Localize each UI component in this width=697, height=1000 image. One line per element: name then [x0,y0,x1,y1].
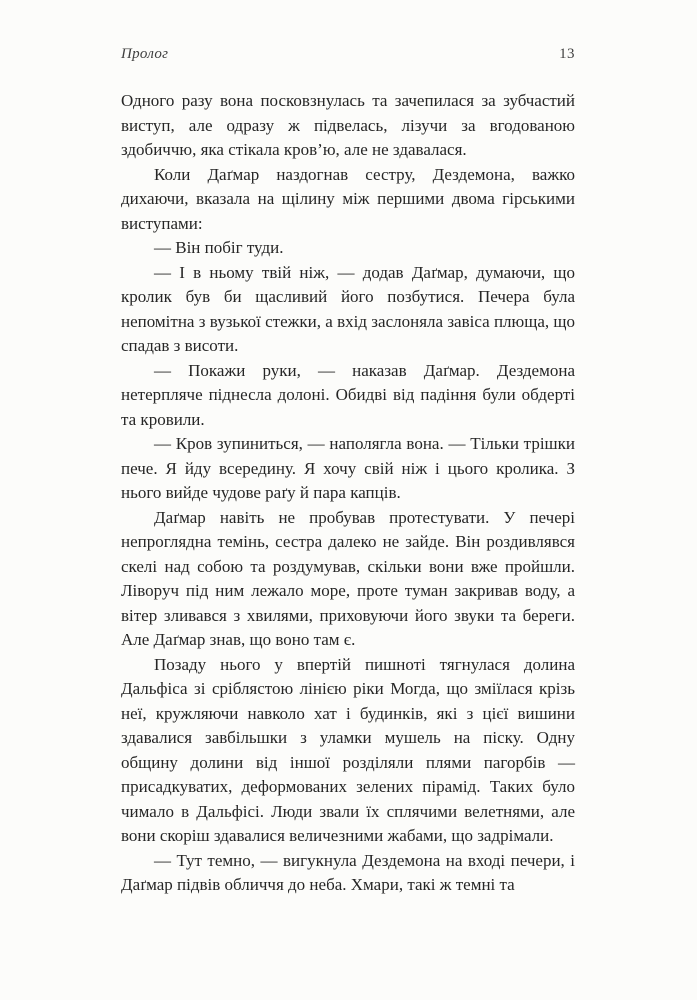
paragraph: Одного разу вона посковзнулась та зачепилася за зубчастий виступ, але одразу ж підвелась, лізучи за вгодованою здобиччю, яка стікала кров’ю, але не здавалася. [121,91,575,159]
paragraph: — Кров зупиниться, — наполягла вона. — Тільки трішки пече. Я йду всередину. Я хочу свій ніж і цього кролика. З нього вийде чудове раґу й пара капців. [121,434,575,502]
paragraph: Коли Даґмар наздогнав сестру, Дездемона, важко дихаючи, вказала на щілину між першими двома гірськими виступами: [121,164,575,233]
paragraph: — Він побіг туди. [154,238,284,257]
paragraph: — Тут темно, — вигукнула Дездемона на вході печери, і Даґмар підвів обличчя до неба. Хмари, такі ж темні та [121,850,575,894]
paragraph: — І в ньому твій ніж, — додав Даґмар, думаючи, що кролик був би щасливий його позбутися. Печера була непомітна з вузької стежки, а вхід заслоняла завіса плюща, що спадав з висоти. [121,262,575,355]
page-number: 13 [559,46,575,62]
paragraph: Позаду нього у впертій пишноті тягнулася долина Дальфіса зі сріблястою лінією ріки Могда, що зміїлася крізь неї, кружляючи навколо хат і будинків, які з цієї вишини здавалися завбільшки з уламки мушель на піску. Одну общину долини від іншої розділяли плями пагорбів — присадкуватих, деформованих зелених пірамід. Таких було чимало в Дальфісі. Люди звали їх сплячими велетнями, але вони скоріш здавалися величезними жабами, що задрімали. [121,654,575,845]
paragraph: Даґмар навіть не пробував протестувати. У печері непроглядна темінь, сестра далеко не зайде. Він роздивлявся скелі над собою та роздумував, скільки вони вже пройшли. Ліворуч під ним лежало море, проте туман закривав воду, а вітер зливався з хвилями, приховуючи його звуки та береги. Але Даґмар знав, що воно там є. [121,507,575,649]
running-title: Пролог [121,46,169,62]
page-header [121,46,575,63]
paragraph: — Покажи руки, — наказав Даґмар. Дездемона нетерпляче піднесла долоні. Обидві від падіння були обдерті та кровили. [121,360,575,429]
page-body [121,89,575,898]
